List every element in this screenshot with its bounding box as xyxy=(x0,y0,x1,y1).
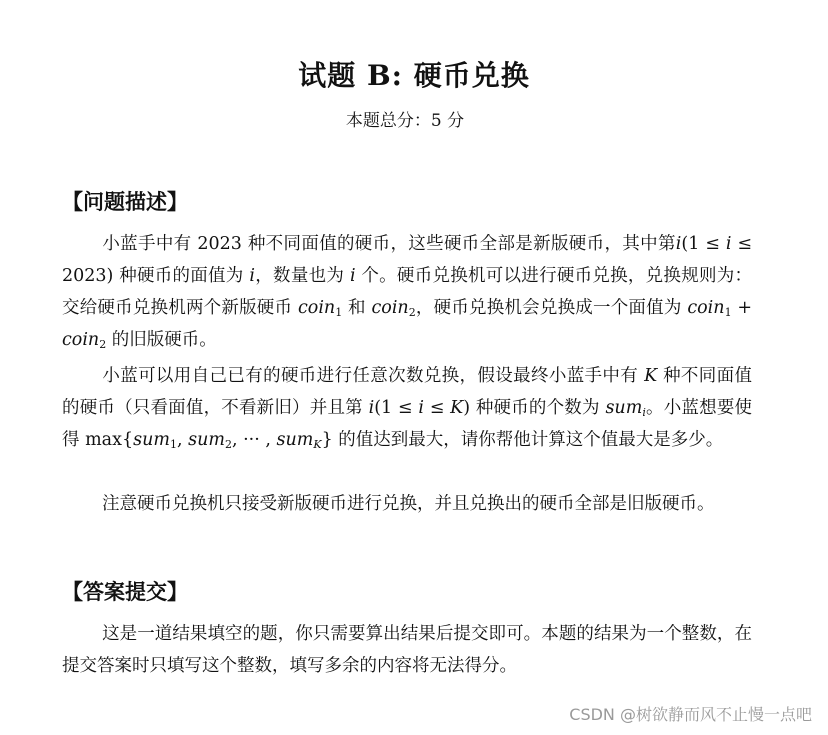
answer-paragraph xyxy=(62,618,752,682)
math-coin1: coin$_1$ xyxy=(298,298,343,319)
math-coin2: coin$_2$ xyxy=(371,298,416,319)
problem-title: 试题 B: 硬币兑换 xyxy=(298,59,530,92)
p2-text-a: 小蓝可以用自己已有的硬币进行任意次数兑换，假设最终小蓝手中有 xyxy=(102,366,645,386)
math-k: K xyxy=(644,366,658,386)
math-i-count: i xyxy=(349,266,356,286)
p1-text-g: 的旧版硬币。 xyxy=(106,330,217,350)
p1-text-d: 个。硬币兑换机可以进行硬币兑换，兑换规则为：交给硬币兑换机两个新版硬币 xyxy=(62,266,753,318)
p2-text-b: 种不同面值的硬币（只看面值，不看新旧）并且第 xyxy=(62,366,752,418)
p1-text-a: 小蓝手中有 2023 种不同面值的硬币，这些硬币全部是新版硬币，其中第 xyxy=(102,234,676,254)
p2-text-e: 的值达到最大，请你帮他计算这个值最大是多少。 xyxy=(332,430,724,450)
p2-text-c: 种硬币的个数为 xyxy=(470,398,606,418)
p3-text: 注意硬币兑换机只接受新版硬币进行兑换，并且兑换出的硬币全部是旧版硬币。 xyxy=(102,494,715,514)
math-i-k-range: i(1 ≤ i ≤ K) xyxy=(368,398,471,418)
math-coin-sum: coin$_1$ + coin$_2$ xyxy=(62,298,752,351)
p1-text-f: ，硬币兑换机会兑换成一个面值为 xyxy=(415,298,688,318)
math-sum-i: sum$_i$ xyxy=(605,398,646,419)
math-max-expression: max{sum$_1$, sum$_2$, ··· , sum$_K$} xyxy=(85,430,333,451)
description-paragraph-2 xyxy=(62,360,752,456)
total-score: 本题总分：5 分 xyxy=(345,111,465,131)
p1-text-c: ，数量也为 xyxy=(255,266,350,286)
description-paragraph-1 xyxy=(62,228,752,356)
csdn-watermark: CSDN @树欲静而风不止慢一点吧 xyxy=(569,705,812,724)
math-i: i xyxy=(249,266,256,286)
p1-text-b: 种硬币的面值为 xyxy=(113,266,250,286)
p1-text-e: 和 xyxy=(342,298,372,318)
answer-text: 这是一道结果填空的题，你只需要算出结果后提交即可。本题的结果为一个整数，在提交答案时只填写这个整数，填写多余的内容将无法得分。 xyxy=(62,624,752,676)
description-paragraph-3 xyxy=(62,488,752,520)
p2-text-d: 。小蓝想要使得 xyxy=(62,398,753,450)
math-i-range: i(1 ≤ i ≤ 2023) xyxy=(62,234,752,286)
answer-heading: 【答案提交】 xyxy=(62,579,188,604)
description-heading: 【问题描述】 xyxy=(62,189,188,214)
